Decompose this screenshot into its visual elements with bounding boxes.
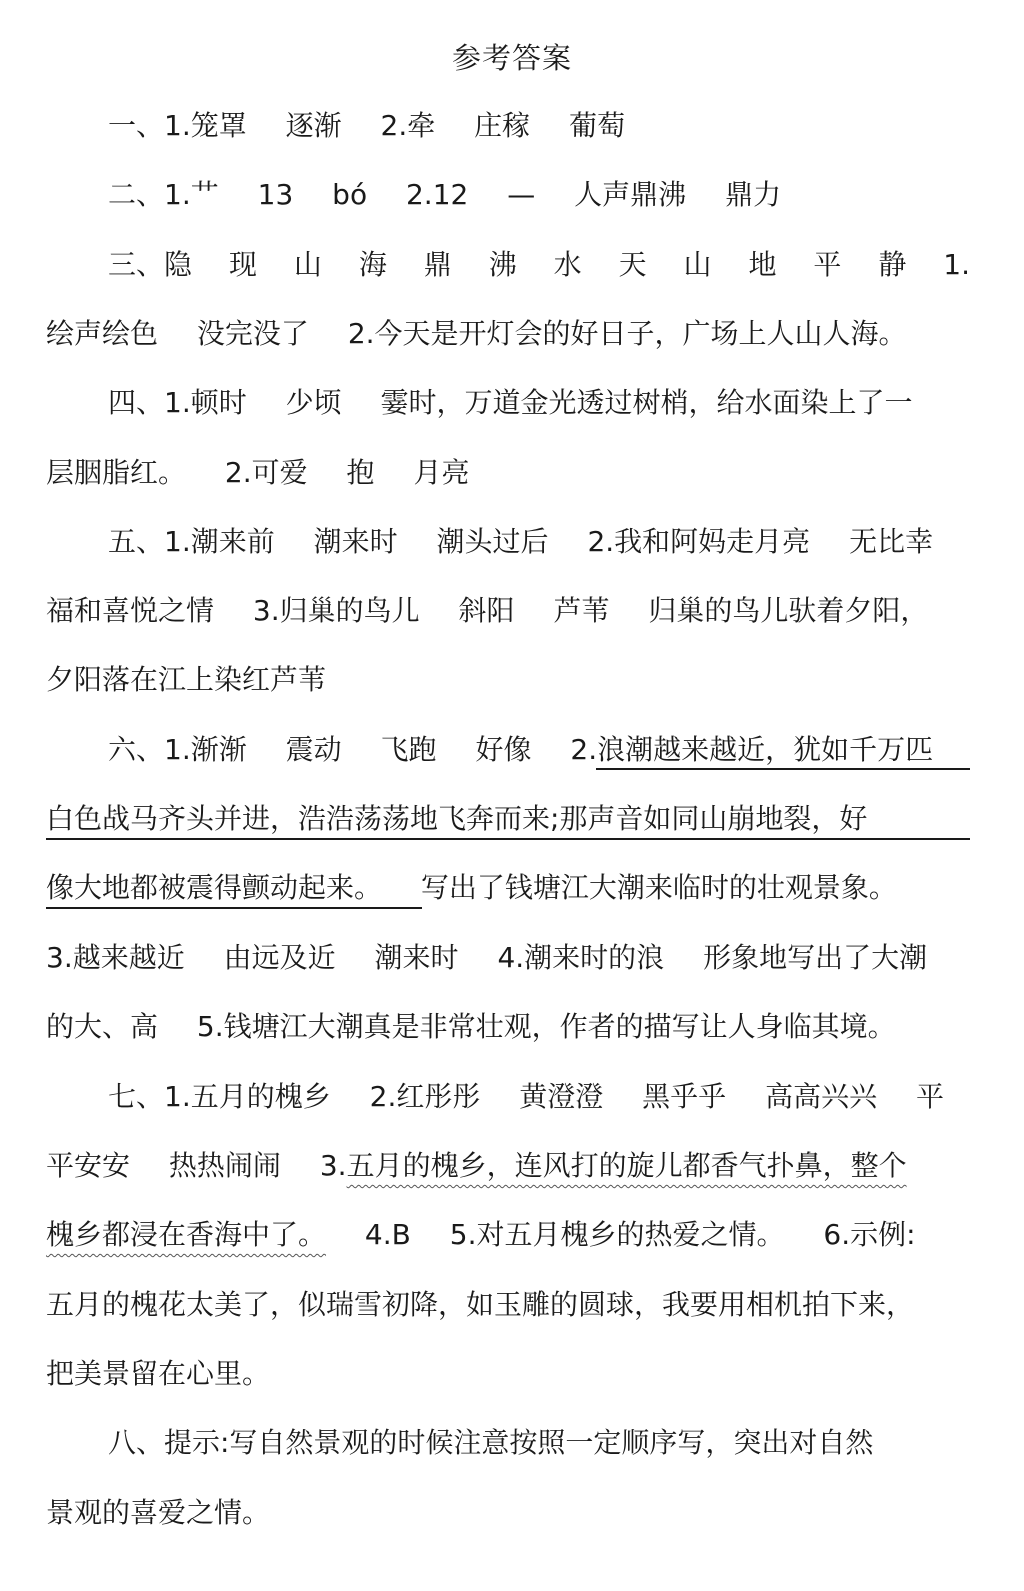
section-7-line-1 — [108, 1075, 970, 1119]
wavy-underlined-quote: 五月的槐乡，连风打的旋儿都香气扑鼻，整个 — [346, 1149, 907, 1182]
section-1-line-1 — [108, 104, 970, 148]
answer-text: 福和喜悦之情 — [46, 594, 215, 627]
answer-text: 1. — [943, 248, 970, 281]
answer-text: 庄稼 — [474, 109, 531, 142]
answer-text: 五月的槐花太美了，似瑞雪初降，如玉雕的圆球，我要用相机拍下来， — [46, 1288, 915, 1321]
section-3-line-1 — [108, 243, 970, 287]
answer-text: 2.牵 — [380, 109, 436, 142]
answer-text: 逐渐 — [285, 109, 342, 142]
section-6-line-3 — [46, 866, 970, 910]
section-5-line-3 — [46, 658, 970, 702]
answer-text: 2.我和阿妈走月亮 — [587, 525, 811, 558]
answer-text: 霎时，万道金光透过树梢，给水面染上了一 — [380, 386, 913, 419]
answer-text: 景观的喜爱之情。 — [46, 1496, 271, 1529]
pinyin-text: bó — [332, 178, 368, 211]
answer-text: 5.对五月槐乡的热爱之情。 — [449, 1218, 785, 1251]
answer-text: 四、1.顿时 — [108, 386, 247, 419]
answer-text: 抱 — [346, 456, 375, 489]
answer-text: 黑乎乎 — [642, 1080, 727, 1113]
answer-text: 2.12 — [405, 178, 469, 211]
answer-text: 鼎 — [423, 248, 452, 281]
section-7-line-3 — [46, 1213, 970, 1257]
answer-text: 飞跑 — [380, 733, 437, 766]
answer-text: 少顷 — [285, 386, 342, 419]
section-6-line-4 — [46, 936, 970, 980]
answer-text: 绘声绘色 — [46, 317, 159, 350]
answer-text: 潮头过后 — [436, 525, 549, 558]
underlined-quote: 浪潮越来越近，犹如千万匹 — [597, 733, 934, 766]
underline-rule — [46, 838, 970, 840]
answer-text: — — [507, 178, 536, 211]
answer-text: 3.越来越近 — [46, 941, 185, 974]
answer-text: 热热闹闹 — [168, 1149, 281, 1182]
answer-text: 震动 — [285, 733, 342, 766]
section-8-line-2 — [46, 1491, 970, 1535]
answer-text: 鼎力 — [725, 178, 782, 211]
answer-text: 夕阳落在江上染红芦苇 — [46, 663, 327, 696]
section-3-line-2 — [46, 312, 970, 356]
answer-text: 山 — [293, 248, 322, 281]
answer-text: 潮来时 — [313, 525, 398, 558]
section-7-line-2 — [46, 1144, 970, 1188]
answer-text: 平安安 — [46, 1149, 131, 1182]
section-4-line-1 — [108, 381, 970, 425]
answer-text: 13 — [257, 178, 294, 211]
answer-text: 天 — [618, 248, 647, 281]
answer-text: 现 — [228, 248, 257, 281]
answer-text: 高高兴兴 — [765, 1080, 878, 1113]
section-7-line-4 — [46, 1283, 970, 1327]
answer-text: 写出了钱塘江大潮来临时的壮观景象。 — [420, 871, 897, 904]
answer-text: 海 — [358, 248, 387, 281]
answer-text: 2.今天是开灯会的好日子，广场上人山人海。 — [347, 317, 907, 350]
answer-text: 黄澄澄 — [519, 1080, 604, 1113]
underline-rule — [596, 768, 970, 770]
answer-text: 地 — [748, 248, 777, 281]
answer-text: 由远及近 — [223, 941, 336, 974]
section-6-line-1 — [108, 728, 970, 772]
answer-text: 七、1.五月的槐乡 — [108, 1080, 331, 1113]
answer-text: 人声鼎沸 — [574, 178, 687, 211]
answer-text: 一、1.笼罩 — [108, 109, 247, 142]
page-title: 参考答案 — [451, 41, 572, 75]
answer-text: 形象地写出了大潮 — [703, 941, 928, 974]
answer-text: 的大、高 — [46, 1010, 159, 1043]
section-5-line-1 — [108, 520, 970, 564]
answer-text: 沸 — [488, 248, 517, 281]
answer-text: 月亮 — [413, 456, 470, 489]
section-8-line-1 — [108, 1421, 970, 1465]
underline-rule — [46, 907, 422, 909]
answer-text: 三、隐 — [108, 248, 193, 281]
underlined-quote: 像大地都被震得颤动起来。 — [46, 871, 383, 904]
answer-text: 4.潮来时的浪 — [497, 941, 665, 974]
answer-text: 潮来时 — [374, 941, 459, 974]
answer-text: 八、提示:写自然景观的时候注意按照一定顺序写，突出对自然 — [108, 1426, 874, 1459]
answer-text: 没完没了 — [196, 317, 309, 350]
answer-text: 3. — [319, 1149, 347, 1182]
answer-text: 归巢的鸟儿驮着夕阳， — [648, 594, 929, 627]
answer-text: 2. — [570, 733, 598, 766]
answer-text: 六、1.渐渐 — [108, 733, 247, 766]
answer-text: 把美景留在心里。 — [46, 1357, 271, 1390]
underlined-quote: 白色战马齐头并进，浩浩荡荡地飞奔而来;那声音如同山崩地裂，好 — [46, 802, 868, 835]
answer-text: 静 — [878, 248, 907, 281]
answer-text: 平 — [916, 1080, 945, 1113]
section-6-line-5 — [46, 1005, 970, 1049]
answer-text: 五、1.潮来前 — [108, 525, 275, 558]
answer-text: 二、1.艹 — [108, 178, 219, 211]
wavy-underlined-quote: 槐乡都浸在香海中了。 — [46, 1218, 327, 1251]
answer-text: 斜阳 — [458, 594, 515, 627]
answer-text: 无比幸 — [849, 525, 934, 558]
answer-text: 水 — [553, 248, 582, 281]
answer-text: 4.B — [364, 1218, 411, 1251]
answer-text: 2.可爱 — [224, 456, 308, 489]
answer-text: 3.归巢的鸟儿 — [252, 594, 420, 627]
answer-text: 层胭脂红。 — [46, 456, 187, 489]
section-5-line-2 — [46, 589, 970, 633]
answer-text: 好像 — [475, 733, 532, 766]
section-6-line-2 — [46, 797, 970, 841]
answer-text: 6.示例: — [823, 1218, 916, 1251]
answer-text: 芦苇 — [553, 594, 610, 627]
answer-text: 2.红彤彤 — [369, 1080, 481, 1113]
answer-text: 平 — [813, 248, 842, 281]
section-2-line-1 — [108, 173, 970, 217]
section-4-line-2 — [46, 451, 970, 495]
answer-text: 山 — [683, 248, 712, 281]
answer-text: 葡萄 — [569, 109, 626, 142]
section-7-line-5 — [46, 1352, 970, 1396]
answer-text: 5.钱塘江大潮真是非常壮观，作者的描写让人身临其境。 — [196, 1010, 896, 1043]
